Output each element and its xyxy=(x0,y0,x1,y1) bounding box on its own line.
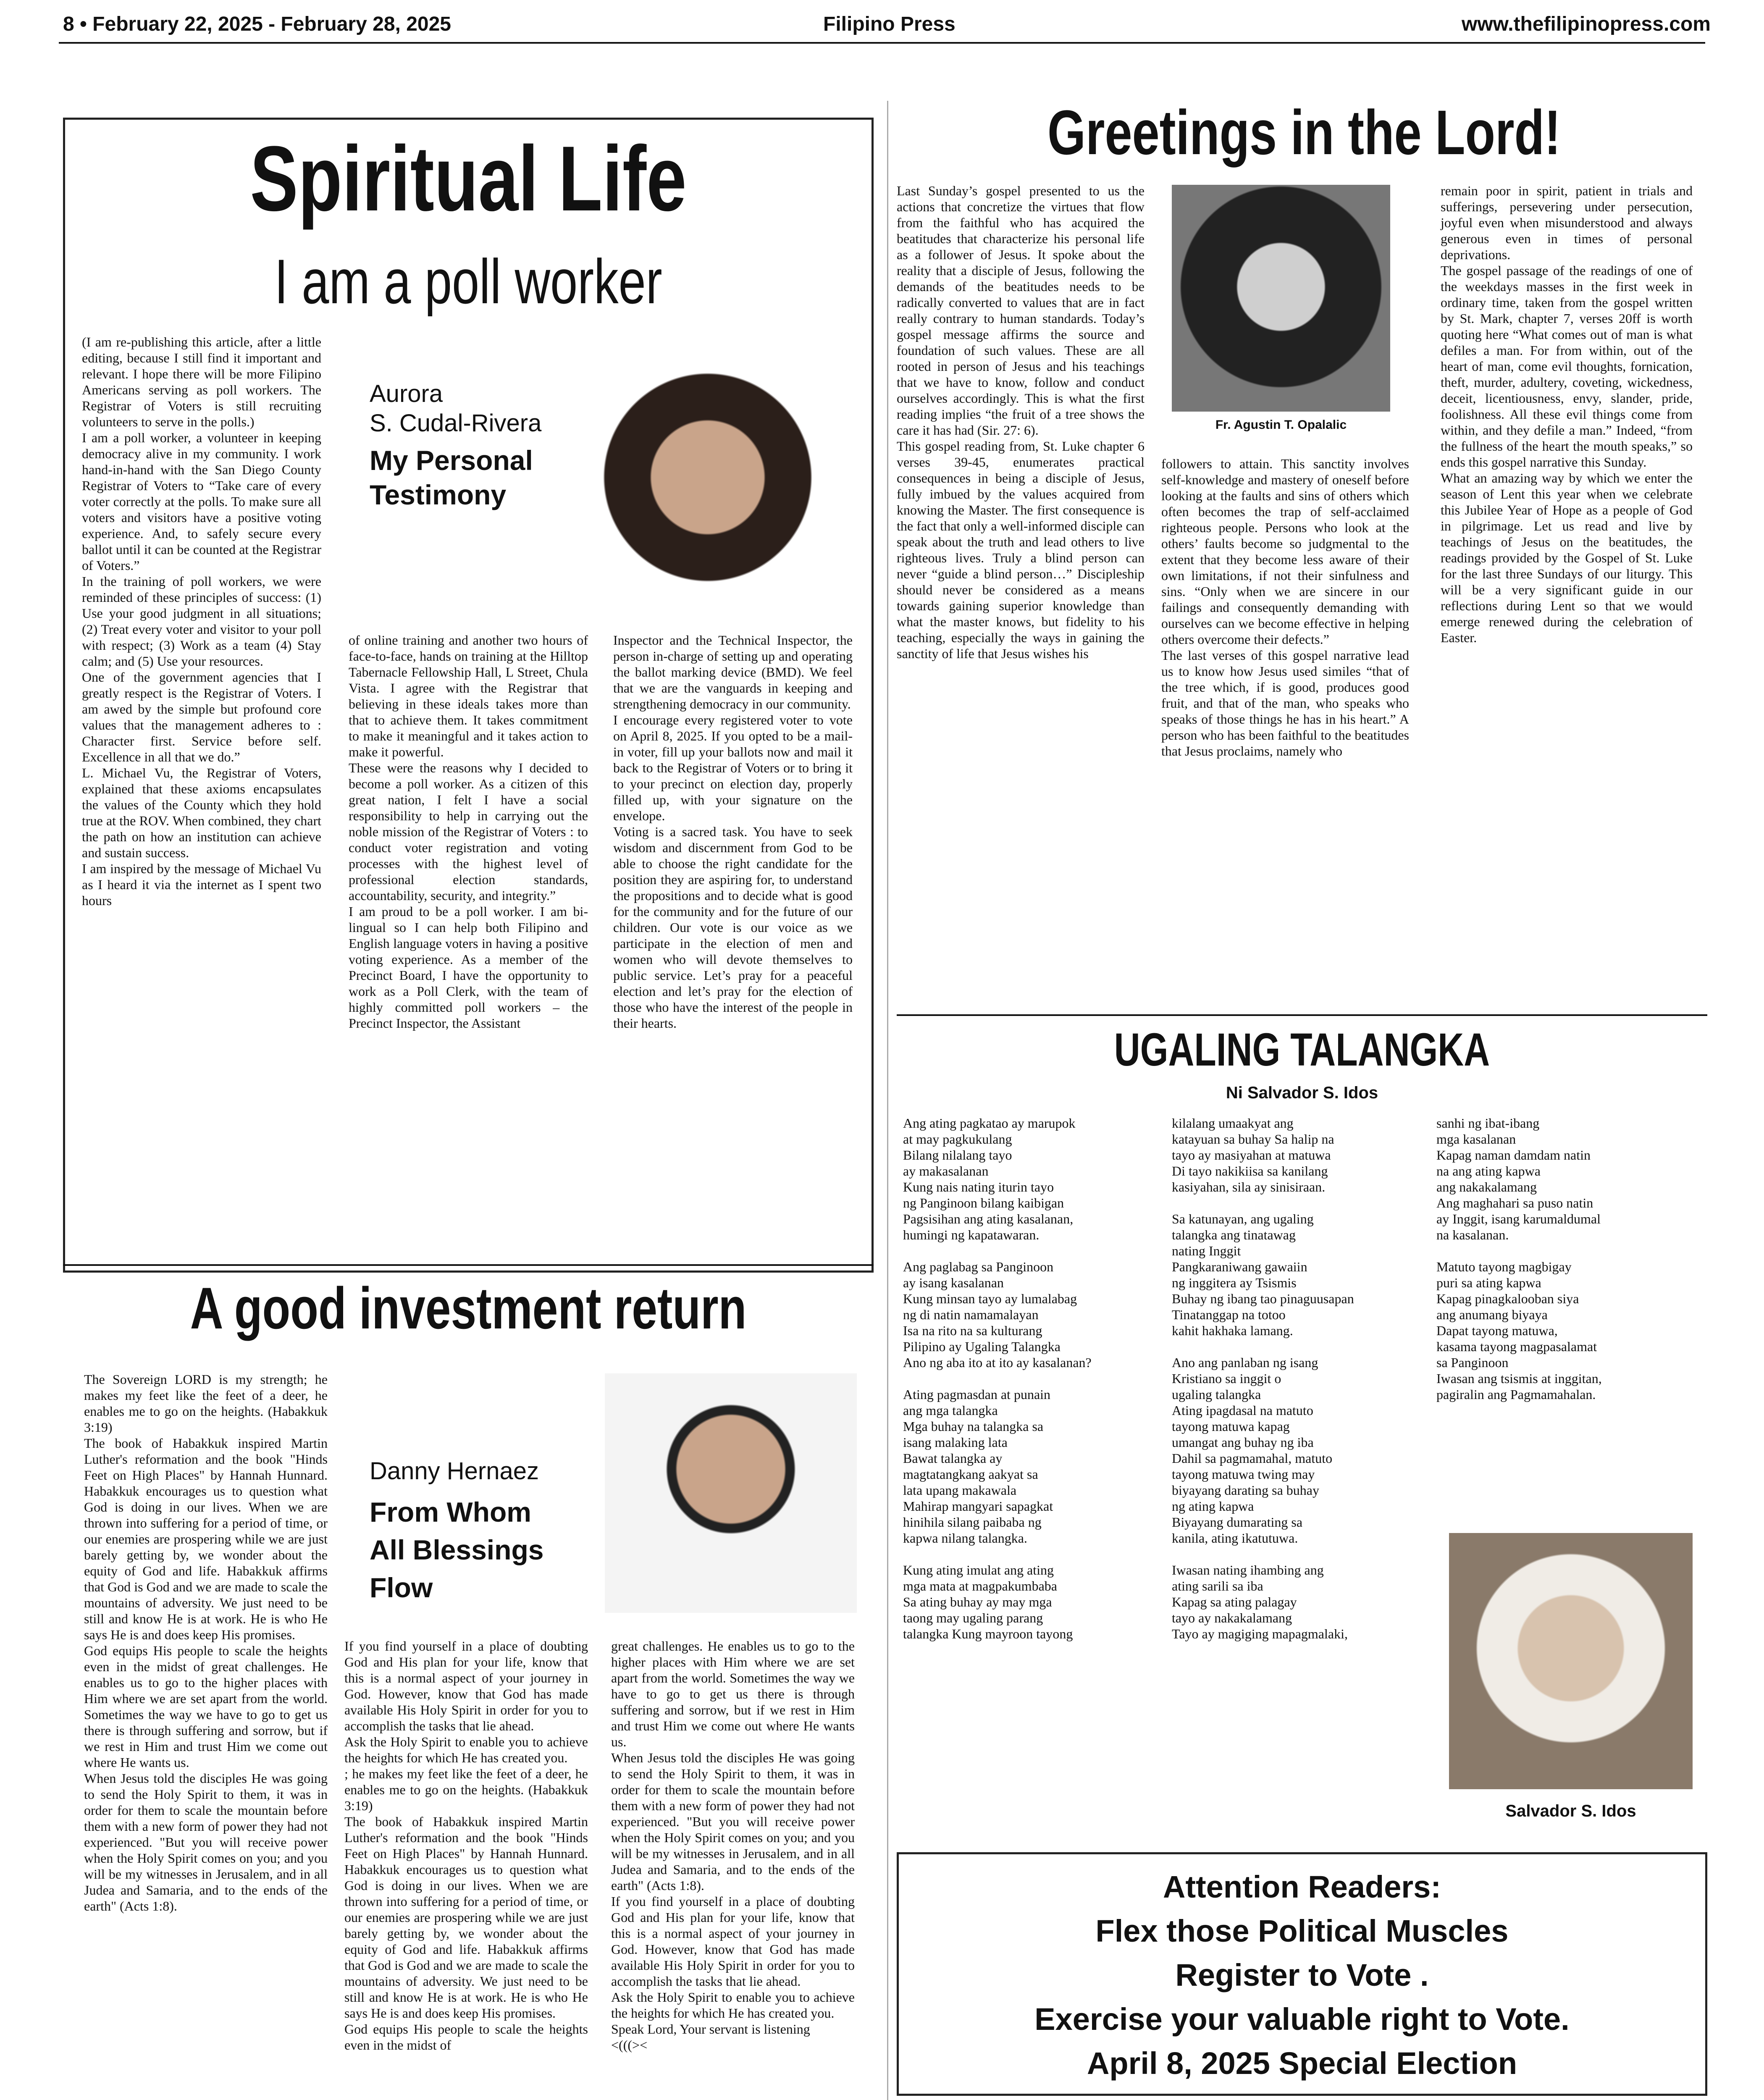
ad-line: Exercise your valuable right to Vote. xyxy=(1034,2002,1570,2037)
author-photo xyxy=(1449,1533,1693,1789)
poem-byline: Ni Salvador S. Idos xyxy=(1226,1084,1378,1102)
website-link[interactable]: www.thefilipinopress.com xyxy=(1462,13,1711,35)
author-photo xyxy=(575,370,840,609)
section-title: Spiritual Life xyxy=(250,127,687,230)
poem-column-2: kilalang umaakyat ang katayuan sa buhay Sa halip na tayo ay masiyahan at matuwa Di tayo nakikiisa sa kanilang kasiyahan, sila ay sinisiraan. Sa katunayan, ang ugaling talangka ang tinatawag nating Inggit Pangkaraniwang gawaiin ng inggitera ay Tsismis Buhay ng ibang tao pinaguusapan Tinatanggap na totoo kahit hakhaka lamang. Ano ang panlaban ng isang Kristiano sa inggit o ugaling talangka Ating ipagdasal na matuto tayong matuwa kapag umangat ang buhay ng iba Dahil sa pagmamahal, matuto tayong matuwa twing may biyayang darating sa buhay ng ating kapwa Biyayang dumarating sa kanila, ating ikatutuwa. Iwasan nating ihambing ang ating sarili sa iba Kapag sa ating palagay tayo ay nakakalamang Tayo ay magiging mapagmalaki, xyxy=(1172,1116,1354,1641)
section-rule xyxy=(63,1264,874,1266)
photo-caption: Fr. Agustin T. Opalalic xyxy=(1215,418,1347,432)
author-photo xyxy=(605,1373,857,1613)
article-column-2: of online training and another two hours of face-to-face, hands on training at the Hilltop Tabernacle Fellowship Hall, L Street, Chula Vista. I agree with the Registrar that believing in these ideals takes more than that to achieve them. It takes commitment to make it meaningful and it takes action to make it powerful. These were the reasons why I decided to become a poll worker. As a citizen of this great nation, I felt I have a social responsibility to help in carrying out the noble mission of the Registrar of Voters : to conduct voter registration and voting processes with the highest level of professional election standards, accountability, security, and integrity.” I am proud to be a poll worker. I am bi-lingual so I can help both Filipino and English language voters in having a positive voting experience. As a member of the Precinct Board, I have the opportunity to work as a Poll Clerk, with the team of highly committed poll workers – the Precinct Inspector, the Assistant xyxy=(349,633,588,1031)
attention-readers-box xyxy=(897,1852,1707,2096)
photo-caption: Salvador S. Idos xyxy=(1505,1802,1636,1820)
ad-line: April 8, 2025 Special Election xyxy=(1087,2046,1517,2081)
article-column-2: followers to attain. This sanctity involves self-knowledge and mastery of oneself before looking at the faults and sins of others which often becomes the trap of self-acclaimed righteous people. Persons who look at the others’ faults become so judgmental to the extent that they become less aware of their own limitations, if not their sinfulness and sins. “Only when we are sincere in our failings and consequently demanding with ourselves can we become effective in helping others overcome their defects.” The last verses of this gospel narrative lead us to know how Jesus used similes “that of the tree which, if is good, produces good fruit, and that of the man, who speaks who speaks of those things he has in his heart.” A person who has been faithful to the beatitudes that Jesus proclaims, namely who xyxy=(1161,456,1409,759)
author-first-name: Aurora xyxy=(370,380,443,407)
ad-line: Register to Vote . xyxy=(1175,1958,1429,1992)
article-headline: A good investment return xyxy=(190,1275,747,1341)
section-rule xyxy=(897,1014,1707,1016)
header-rule xyxy=(59,42,1705,44)
article-headline: Greetings in the Lord! xyxy=(1047,97,1561,168)
article-column-3: great challenges. He enables us to go to the higher places with Him where we are set apart from the world. Sometimes the way we have to go to get us there is through suffering and sorrow, but if we rest in Him and trust Him we come out where He wants us. When Jesus told the disciples He was going to send the Holy Spirit to them, it was in order for them to scale the mountain before them with a new form of power they had not experienced. "But you will receive power when the Holy Spirit comes on you; and you will be my witnesses in Jerusalem, and in all Judea and Samaria, and to the ends of the earth" (Acts 1:8). If you find yourself in a place of doubting God and His plan for your life, know that this is a normal aspect of your journey in God. However, know that God has made available His Holy Spirit in order for you to accomplish the tasks that lie ahead. Ask the Holy Spirit to enable you to achieve the heights for which He has created you. Speak Lord, Your servant is listening <(((>< xyxy=(611,1638,855,2053)
article-column-3: remain poor in spirit, patient in trials and sufferings, persevering under persecution, joyful even when misunderstood and always generous even in times of personal deprivations. The gospel passage of the readings of one of the weekdays masses in the first week in ordinary time, taken from the gospel written by St. Mark, chapter 7, verses 20ff is worth quoting here “What comes out of man is what defiles a man. For from within, out of the heart of man, come evil thoughts, fornication, theft, murder, adultery, coveting, wickedness, deceit, licentiousness, envy, slander, pride, foolishness. All these evil things come from within, and they defile a man.” Indeed, “from the fullness of the heart the mouth speaks,” so ends this gospel narrative this Sunday. What an amazing way by which we enter the season of Lent this year when we celebrate this Jubilee Year of Hope as a people of God in pilgrimage. Let us read and live by teachings of Jesus on the beatitudes, the readings provided by the Gospel of St. Luke for the last three Sundays of our liturgy. This will be a very significant guide in our reflections during Lent so that we would emerge renewed during the celebration of Easter. xyxy=(1441,183,1693,645)
article-column-1: Last Sunday’s gospel presented to us the actions that concretize the virtues that flow from the faithful who has acquired the beatitudes that characterize his personal life as a follower of Jesus. It spoke about the reality that a disciple of Jesus, following the demands of the beatitudes needs to be radically converted to values that are in fact really contrary to human standards. Today’s gospel message affirms the source and foundation of such values. These are all rooted in person of Jesus and his teachings that we have to know, follow and conduct ourselves accordingly. This is what the first reading implies “the fruit of a tree shows the care it has had (Sir. 27: 6). This gospel reading from, St. Luke chapter 6 verses 39-45, enumerates practical consequences in being a disciple of Jesus, fully imbued by the values acquired from knowing the Master. The first consequence is the fact that only a well-informed disciple can speak about the truth and lead others to live righteous lives. Truly a blind person can never “guide a blind person…” Discipleship should never be considered as a means towards gaining superior knowledge than what the master knows, but fidelity to his teaching, especially the ways in gaining the sanctity of life that Jesus wishes his xyxy=(897,183,1144,661)
publication-name: Filipino Press xyxy=(823,13,956,35)
page-date: 8 • February 22, 2025 - February 28, 2025 xyxy=(63,13,451,35)
article-headline: I am a poll worker xyxy=(274,246,662,317)
article-column-3: Inspector and the Technical Inspector, the person in-charge of setting up and operating the ballot marking device (BMD). We feel that we are the vanguards in keeping and strengthening democracy in our community. I encourage every registered voter to vote on April 8, 2025. If you opted to be a mail-in voter, fill up your ballots now and mail it back to the Registrar of Voters or to bring it to your precinct on election day, properly filled up, with your signature on the envelope. Voting is a sacred task. You have to seek wisdom and discernment from God to be able to choose the right candidate for the position they are aspiring for, to understand the propositions and to decide what is good for the community and for the future of our children. Our vote is our voice as we participate in the election of men and women who will devote themselves to public service. Let’s pray for a peaceful election and let’s pray for the election of those who have the interest of the people in their hearts. xyxy=(613,633,853,1031)
article-column-2: If you find yourself in a place of doubting God and His plan for your life, know that this is a normal aspect of your journey in God. However, know that God has made available His Holy Spirit in order for you to accomplish the tasks that lie ahead. Ask the Holy Spirit to enable you to achieve the heights for which He has created you. ; he makes my feet like the feet of a deer, he enables me to go on the heights. (Habakkuk 3:19) The book of Habakkuk inspired Martin Luther's reformation and the book "Hinds Feet on High Places" by Hannah Hunnard. Habakkuk encourages us to question what God is doing in our lives. When we are thrown into suffering for a period of time, or our enemies are prospering while we are just barely getting by, we wonder about the equity of God and life. Habakkuk affirms that God is God and we are made to scale the mountains of adversity. We just need to be still and know He is at work. He is who He says He is and does keep His promises. God equips His people to scale the heights even in the midst of xyxy=(344,1638,588,2053)
ad-line: Flex those Political Muscles xyxy=(1095,1914,1509,1948)
column-name: From Whom All Blessings Flow xyxy=(370,1496,544,1603)
poem-title: UGALING TALANGKA xyxy=(1114,1024,1490,1076)
author-last-name: S. Cudal-Rivera xyxy=(370,410,542,437)
article-column-1: (I am re-publishing this article, after a little editing, because I still find it important and relevant. I hope there will be more Filipino Americans serving as poll workers. The Registrar of Voters is still recruiting volunteers to serve in the polls.) I am a poll worker, a volunteer in keeping democracy alive in my community. I work hand-in-hand with the San Diego County Registrar of Voters to “Take care of every voter correctly at the polls. To make sure all voters and visitors have a positive voting experience. And, to safely secure every ballot until it can be counted at the Registrar of Voters.” In the training of poll workers, we were reminded of these principles of success: (1) Use your good judgment in all situations; (2) Treat every voter and visitor to your poll with respect; (3) Work as a team (4) Stay calm; and (5) Use your resources. One of the government agencies that I greatly respect is the Registrar of Voters. I am awed by the simple but profound core values that the management adheres to : Character first. Service before self. Excellence in all that we do.” L. Michael Vu, the Registrar of Voters, explained that these axioms encapsulates the values of the County which they hold true at the ROV. When combined, they chart the path on how an institution can achieve and sustain success. I am inspired by the message of Michael Vu as I heard it via the internet as I spent two hours xyxy=(82,334,321,908)
ad-heading: Attention Readers: xyxy=(1163,1869,1441,1904)
poem-column-3: sanhi ng ibat-ibang mga kasalanan Kapag naman damdam natin na ang ating kapwa ang nakakalamang Ang maghahari sa puso natin ay Inggit, isang karumaldumal na kasalanan. Matuto tayong magbigay puri sa ating kapwa Kapag pinagkalooban siya ang anumang biyaya Dapat tayong matuwa, kasama tayong magpasalamat sa Panginoon Iwasan ang tsismis at inggitan, pagiralin ang Pagmamahalan. xyxy=(1436,1116,1602,1402)
column-name: My Personal Testimony xyxy=(370,445,533,510)
column-divider xyxy=(887,101,888,2100)
article-column-1: The Sovereign LORD is my strength; he makes my feet like the feet of a deer, he enables me to go on the heights. (Habakkuk 3:19) The book of Habakkuk inspired Martin Luther's reformation and the book "Hinds Feet on High Places" by Hannah Hunnard. Habakkuk encourages us to question what God is doing in our lives. When we are thrown into suffering for a period of time, or our enemies are prospering while we are just barely getting by, we wonder about the equity of God and life. Habakkuk affirms that God is God and we are made to scale the mountains of adversity. We just need to be still and know He is at work. He is who He says He is and does keep His promises. God equips His people to scale the heights even in the midst of great challenges. He enables us to go to the higher places with Him where we are set apart from the world. Sometimes the way we have to go to get us there is through suffering and sorrow, but if we rest in Him and trust Him we come out where He wants us. When Jesus told the disciples He was going to send the Holy Spirit to them, it was in order for them to scale the mountain before them with a new form of power they had not experienced. "But you will receive power when the Holy Spirit comes on you; and you will be my witnesses in Jerusalem, and in all Judea and Samaria, and to the ends of the earth" (Acts 1:8). xyxy=(84,1372,328,1914)
poem-column-1: Ang ating pagkatao ay marupok at may pagkukulang Bilang nilalang tayo ay makasalanan Kung nais nating iturin tayo ng Panginoon bilang kaibigan Pagsisihan ang ating kasalanan, humingi ng kapatawaran. Ang paglabag sa Panginoon ay isang kasalanan Kung minsan tayo ay lumalabag ng di natin namamalayan Isa na rito na sa kulturang Pilipino ay Ugaling Talangka Ano ng aba ito at ito ay kasalanan? Ating pagmasdan at punain ang mga talangka Mga buhay na talangka sa isang malaking lata Bawat talangka ay magtatangkang aakyat sa lata upang makawala Mahirap mangyari sapagkat hinihila silang paibaba ng kapwa nilang talangka. Kung ating imulat ang ating mga mata at magpakumbaba Sa ating buhay ay may mga taong may ugaling parang talangka Kung mayroon tayong xyxy=(903,1116,1092,1641)
author-name: Danny Hernaez xyxy=(370,1457,539,1485)
priest-photo xyxy=(1172,185,1390,412)
